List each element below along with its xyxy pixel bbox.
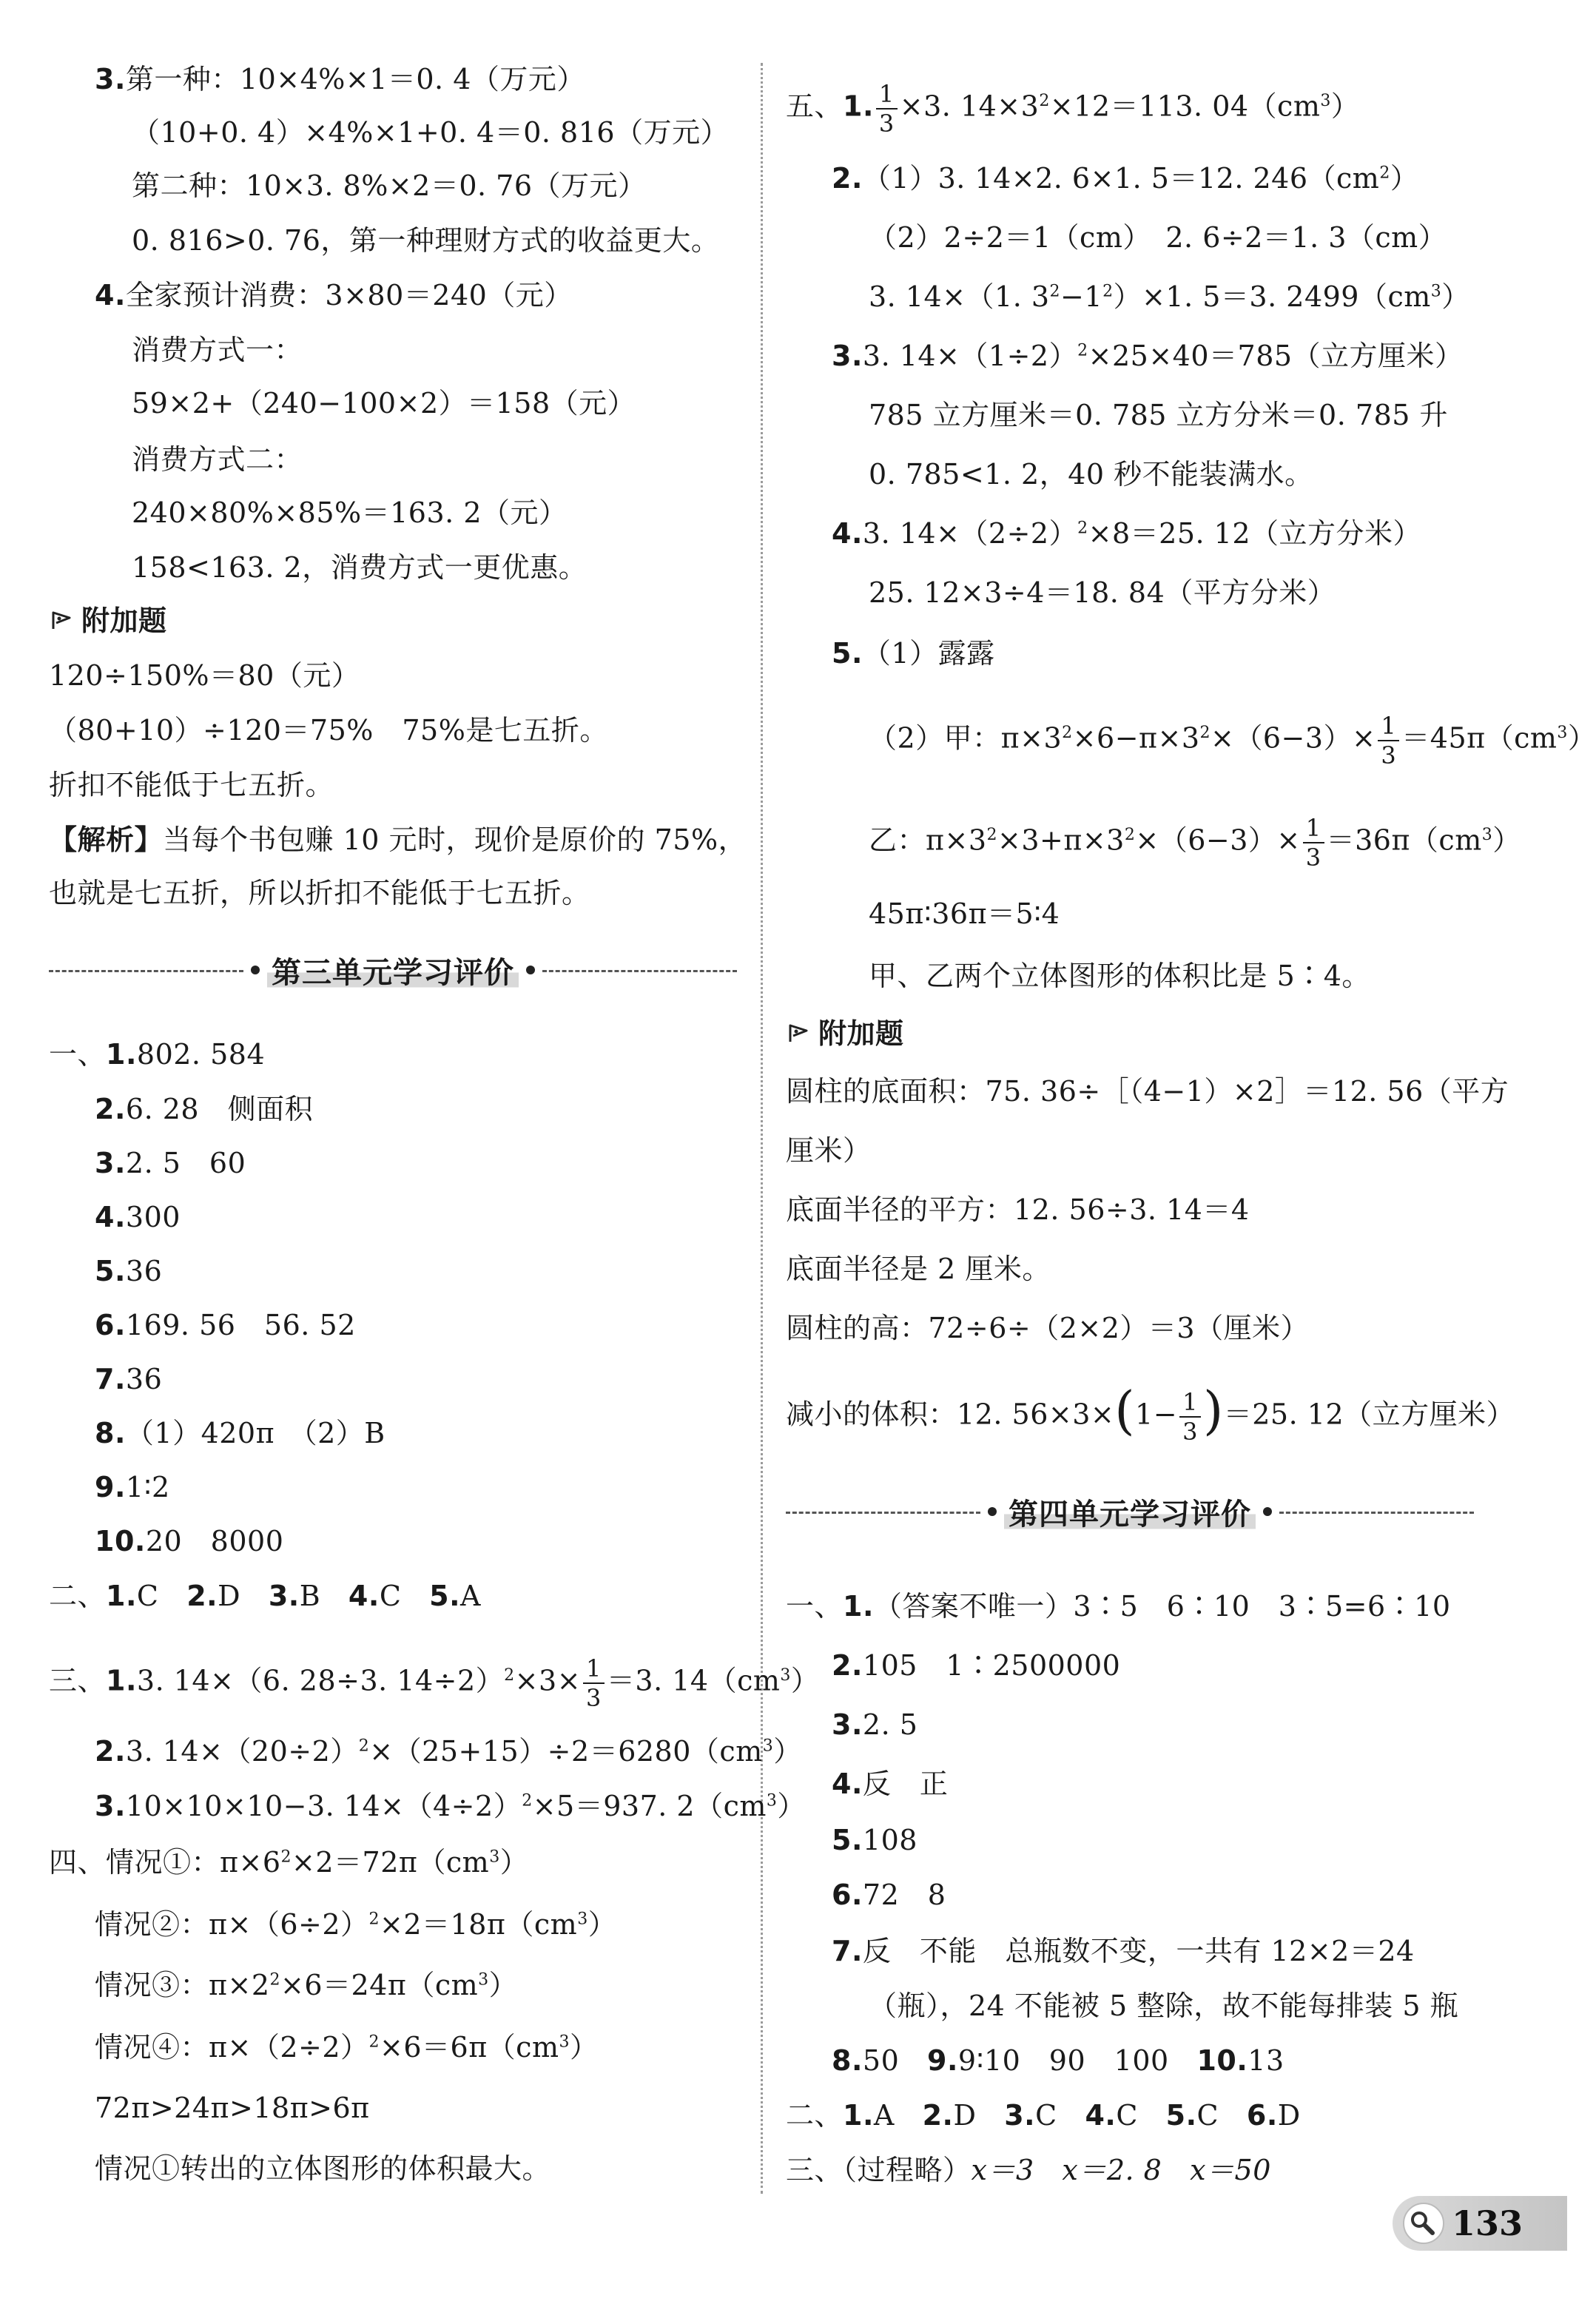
answer-line: 6.169. 56 56. 52 [95, 1309, 356, 1341]
answer-line: 3. 14×（1. $3^2-1^2)\times 1$. 5＝3. $2499(cm^3)$ [869, 280, 1470, 313]
answer-line: 4.反 正 [832, 1768, 949, 1800]
answer-line: 一、1.802. 584 [49, 1038, 266, 1071]
answer-line: 消费方式二： [132, 443, 303, 476]
answer-line: 8.（1）420π （2）B [95, 1417, 385, 1449]
section-heading-unit4: 第四单元学习评价 [786, 1492, 1474, 1532]
analysis-line: 【解析】当每个书包赚 10 元时，现价是原价的 75%， [49, 823, 747, 856]
answer-line: 7.反 不能 总瓶数不变，一共有 12×2＝24 [832, 1935, 1415, 1967]
fraction: $\frac{1}{3}$ [876, 80, 898, 138]
answer-line: 4.300 [95, 1201, 181, 1233]
answer-line: 0. 785<1. 2，40 秒不能装满水。 [869, 458, 1313, 491]
answer-line: 乙：$\pi\times 3^2\times 3+\pi\times 3^2\times(6-3)\times$ $\frac{1}{3}$ $=36\pi(cm^3)$ [869, 814, 1521, 872]
answer-line: 情况④：$\pi\times(2\div 2)^2\times 6=6\pi(cm^3)$ [95, 2031, 599, 2064]
answer-line: （2）2÷2＝1（cm） 2. 6÷2＝1. 3（cm） [869, 221, 1447, 254]
bonus-heading: 附加题 [49, 601, 167, 641]
answer-line: 2.（1）3. 14×2. 6×1. 5＝12. $246(cm^2)$ [832, 162, 1419, 195]
answer-line: 5.（1）露露 [832, 637, 995, 670]
fraction: $\frac{1}{3}$ [1179, 1388, 1201, 1446]
answer-line: 折扣不能低于七五折。 [49, 769, 334, 801]
answer-line: 四、情况①：$\pi\times 6^2\times 2=72\pi(cm^3)$ [49, 1846, 529, 1879]
answer-line: 45π∶36π＝5∶4 [869, 897, 1060, 930]
answer-line: 59×2+（240−100×2）＝158（元） [132, 387, 636, 420]
answer-line: 五、1. $\frac{1}{3}$ ×3. $14\times 3^2\times 12=113$. $04(cm^3)$ [786, 80, 1360, 138]
answer-line: 情况③：$\pi\times 2^2\times 6=24\pi(cm^3)$ [95, 1969, 518, 2001]
answer-line: 厘米） [786, 1134, 872, 1167]
answer-line: 3.2. 5 [832, 1708, 918, 1741]
answer-line: 5.108 [832, 1824, 917, 1856]
answer-line: 二、1.A 2.D 3.C 4.C 5.C 6.D [786, 2099, 1301, 2132]
page-number: 133 [1452, 2203, 1523, 2243]
pennant-icon [49, 608, 74, 633]
page-number-badge [1393, 2196, 1567, 2251]
answer-line: 0. 816>0. 76，第一种理财方式的收益更大。 [132, 224, 720, 257]
answer-line: 72π>24π>18π>6π [95, 2092, 370, 2124]
answer-line: 三、1.3. 14×（6. 28÷3. 14÷2）$^2$×3× $\frac{1}{3}$ ＝3. $14(cm^3)$ [49, 1654, 820, 1712]
answer-line: 3.3. $14\times(1\div 2)^2\times 25\times 40=785$（立方厘米） [832, 340, 1464, 372]
answer-line: 情况①转出的立体图形的体积最大。 [95, 2152, 551, 2185]
answer-line: 3.2. 5 60 [95, 1147, 246, 1179]
fraction: $\frac{1}{3}$ [583, 1654, 605, 1712]
answer-line: 7.36 [95, 1363, 163, 1395]
fraction: $\frac{1}{3}$ [1378, 712, 1399, 769]
answer-line: 2.105 1∶2500000 [832, 1649, 1121, 1682]
answer-line: 三、（过程略）x＝3 x＝2. 8 x＝50 [786, 2154, 1271, 2186]
answer-line: 圆柱的高：72÷6÷（2×2）＝3（厘米） [786, 1312, 1310, 1344]
answer-line: （10+0. 4）×4%×1+0. 4＝0. 816（万元） [132, 116, 730, 149]
answer-line: 2.6. 28 侧面积 [95, 1093, 314, 1125]
answer-line: 6.72 8 [832, 1879, 946, 1911]
answer-line: 9.1∶2 [95, 1471, 170, 1503]
answer-line: 4.全家预计消费：3×80＝240（元） [95, 279, 573, 311]
section-heading-unit3: 第三单元学习评价 [49, 950, 737, 990]
answer-line: 甲、乙两个立体图形的体积比是 5∶4。 [869, 960, 1370, 992]
answer-line: 圆柱的底面积：75. 36÷［（4−1）×2］＝12. 56（平方 [786, 1075, 1509, 1108]
answer-line: 二、1.C 2.D 3.B 4.C 5.A [49, 1580, 481, 1612]
pennant-icon [786, 1021, 811, 1046]
answer-line: 25. 12×3÷4＝18. 84（平方分米） [869, 576, 1336, 609]
answer-line: 消费方式一： [132, 334, 303, 366]
answer-line: 5.36 [95, 1255, 163, 1287]
fraction: $\frac{1}{3}$ [1303, 814, 1324, 872]
answer-line: 4.3. $14\times(2\div 2)^2\times 8=25$. 12（立方分米） [832, 517, 1422, 550]
answer-line: 一、1.（答案不唯一）3∶5 6∶10 3∶5=6∶10 [786, 1590, 1451, 1623]
answer-line: 第二种：10×3. 8%×2＝0. 76（万元） [132, 169, 647, 202]
answer-line: 情况②：$\pi\times(6\div 2)^2\times 2=18\pi(cm^3)$ [95, 1908, 617, 1941]
column-divider [761, 63, 763, 2194]
magnifier-icon [1401, 2201, 1446, 2246]
answer-line: 785 立方厘米＝0. 785 立方分米＝0. 785 升 [869, 399, 1448, 431]
analysis-line: 也就是七五折，所以折扣不能低于七五折。 [49, 877, 590, 909]
answer-line: 8.50 9.9∶10 90 100 10.13 [832, 2044, 1284, 2077]
answer-line: 240×80%×85%＝163. 2（元） [132, 496, 568, 529]
answer-line: 10.20 8000 [95, 1525, 284, 1557]
answer-line: 120÷150%＝80（元） [49, 659, 360, 692]
bonus-heading: 附加题 [786, 1014, 904, 1054]
answer-line: （2）甲：$\pi\times 3^2\times 6-\pi\times 3^2\times(6-3)\times$ $\frac{1}{3}$ $=45\pi(cm^3)$ [869, 712, 1596, 769]
answer-line: 3.10×10×10−3. $14\times(4\div 2)^2\times 5=937$. $2(cm^3)$ [95, 1790, 806, 1822]
answer-line: （80+10）÷120＝75% 75%是七五折。 [49, 714, 608, 747]
answer-line: 158<163. 2，消费方式一更优惠。 [132, 551, 587, 584]
answer-line: 2.3. $14\times(20\div 2)^2\times(25+15)\div 2=6280(cm^3)$ [95, 1735, 802, 1768]
answer-line: 减小的体积：12. 56×3×(1− $\frac{1}{3}$ )＝25. 12（立方厘米） [786, 1380, 1515, 1446]
answer-line: 3.第一种：10×4%×1＝0. 4（万元） [95, 63, 585, 95]
answer-line: 底面半径是 2 厘米。 [786, 1253, 1051, 1285]
answer-line: （瓶），24 不能被 5 整除，故不能每排装 5 瓶 [869, 1990, 1459, 2022]
answer-line: 底面半径的平方：12. 56÷3. 14＝4 [786, 1193, 1250, 1226]
